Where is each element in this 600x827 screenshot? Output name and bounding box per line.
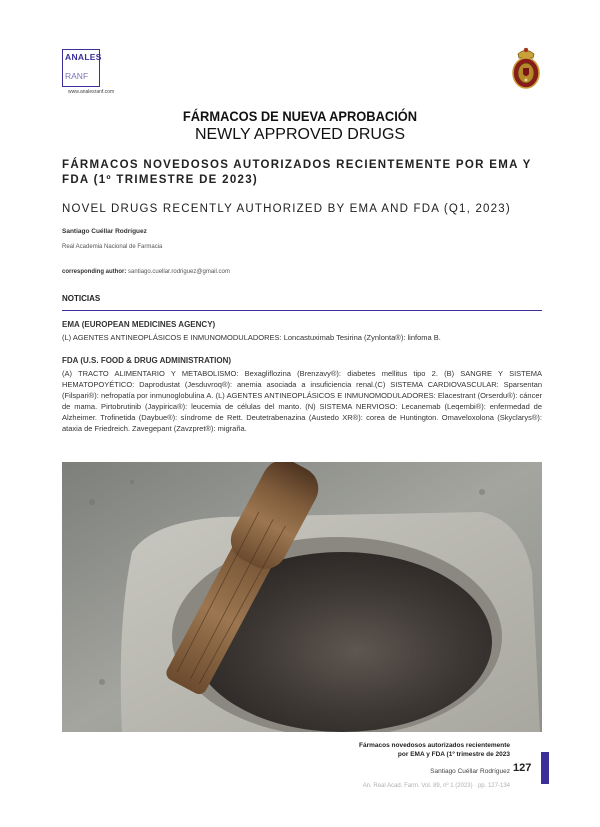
footer-title-line1: Fármacos novedosos autorizados recientemente: [359, 742, 510, 749]
fda-body: (A) TRACTO ALIMENTARIO Y METABOLISMO: Bexagliflozina (Brenzavy®): diabetes mellitus tipo 2. (B) SANGRE Y SISTEMA HEMATOPOYÉTICO: Daprodustat (Jesduvroq®): anemia asociada a insuficiencia renal.(C) SISTEMA CARDIOVASCULAR: Sparsentan (Filspari®): nefropatía por inmunoglobulina A. (L) AGENTES ANTINEOPLÁSICOS E INMUNOMODULADORES: Elacestrant (Orserdu®): cáncer de mama. Pirtobrutinib (Jaypirica®): leucemia de células del manto. (N) SISTEMA NERVIOSO: Lecanemab (Leqembi®): enfermedad de Alzheimer. Trofinetida (Daybue®): síndrome de Rett. Deutetrabenazina (Austedo XR®): corea de Huntington. Omaveloxolona (Skyclarys®): ataxia de Friedreich. Zavegepant (Zavzpret®): migraña.: [62, 369, 542, 433]
fda-heading: FDA (U.S. FOOD & DRUG ADMINISTRATION): [62, 356, 232, 365]
page-number: 127: [513, 762, 532, 774]
corresponding-email[interactable]: santiago.cuellar.rodriguez@gmail.com: [128, 269, 230, 275]
journal-logo: [62, 49, 124, 97]
logo-anales: ANALES: [65, 52, 102, 62]
logo-ranf: RANF: [65, 71, 89, 81]
footer-reference: An. Real Acad. Farm. Vol. 89, nº 1 (2023) · pp. 127-134: [362, 783, 510, 789]
mortar-pestle-photo: [62, 462, 542, 732]
academy-seal-icon: [509, 44, 543, 90]
title-en: NEWLY APPROVED DRUGS: [194, 126, 406, 143]
title-es: FÁRMACOS DE NUEVA APROBACIÓN: [182, 108, 418, 124]
ema-heading: EMA (EUROPEAN MEDICINES AGENCY): [62, 320, 216, 329]
author-affiliation: Real Academia Nacional de Farmacia: [62, 244, 163, 250]
section-divider: [62, 310, 542, 311]
page-marker-bar: [541, 752, 549, 784]
ema-body: (L) AGENTES ANTINEOPLÁSICOS E INMUNOMODULADORES: Loncastuximab Tesirina (Zynlonta®): linfoma B.: [62, 333, 441, 342]
subtitle-en: NOVEL DRUGS RECENTLY AUTHORIZED BY EMA AND FDA (Q1, 2023): [62, 203, 511, 215]
footer-article-title: [300, 741, 510, 759]
section-heading: NOTICIAS: [62, 294, 101, 303]
footer-author: Santiago Cuéllar Rodríguez: [430, 768, 510, 775]
journal-url[interactable]: www.analesranf.com: [68, 89, 115, 95]
footer-title-line2: por EMA y FDA (1º trimestre de 2023: [397, 751, 510, 758]
author-name: Santiago Cuéllar Rodríguez: [62, 228, 147, 235]
corresponding-author: [62, 269, 230, 275]
subtitle-es: FÁRMACOS NOVEDOSOS AUTORIZADOS RECIENTEMENTE POR EMA Y FDA (1º TRIMESTRE DE 2023): [62, 159, 532, 186]
corresponding-label: corresponding author:: [62, 269, 127, 275]
logo-frame: [62, 49, 100, 87]
